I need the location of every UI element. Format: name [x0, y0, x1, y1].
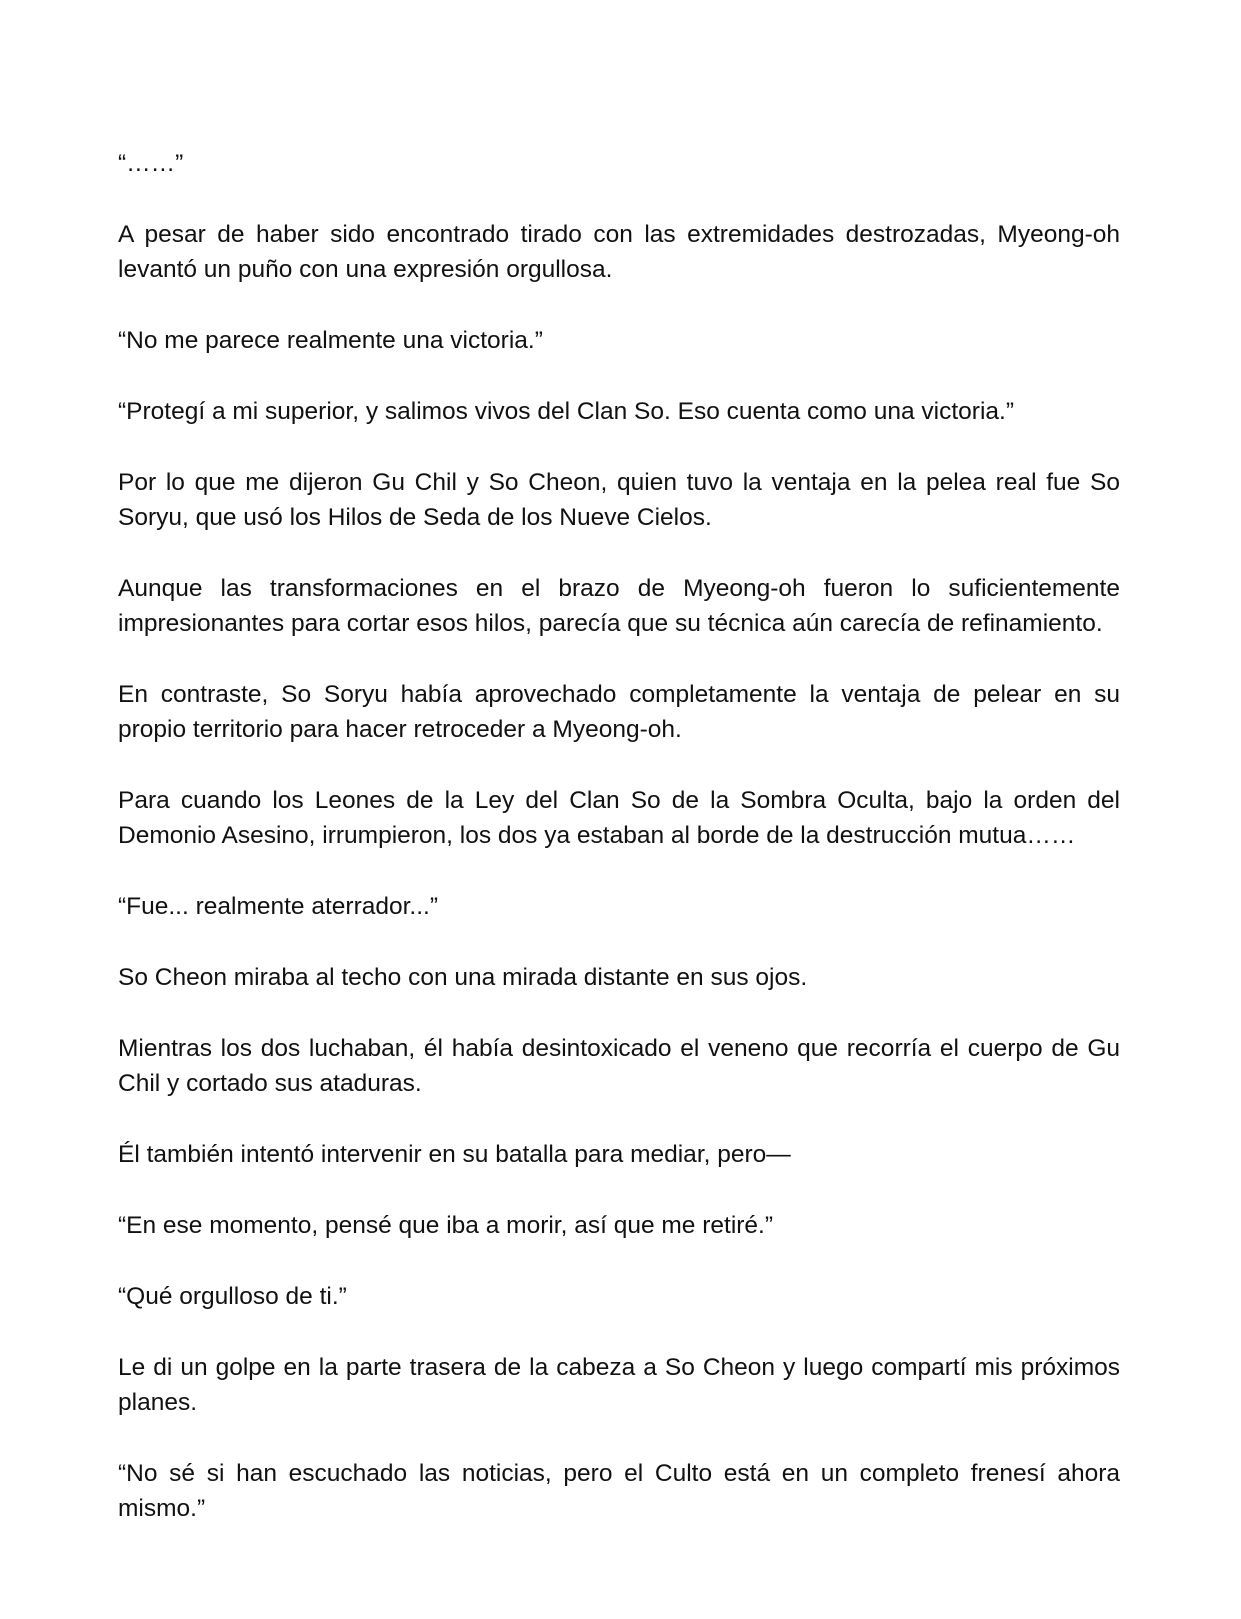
paragraph-transformaciones: Aunque las transformaciones en el brazo de Myeong-oh fueron lo suficientemente impresionantes para cortar esos hilos, parecía que su técnica aún carecía de refinamiento. [118, 575, 1120, 637]
paragraph-dialogue-protegi: “Protegí a mi superior, y salimos vivos del Clan So. Eso cuenta como una victoria.” [118, 398, 1014, 425]
document-page [118, 146, 1120, 1526]
paragraph-so-soryu-ventaja: Por lo que me dijeron Gu Chil y So Cheon, quien tuvo la ventaja en la pelea real fue So Soryu, que usó los Hilos de Seda de los Nueve Cielos. [118, 469, 1120, 531]
paragraph-dialogue-orgulloso: “Qué orgulloso de ti.” [118, 1283, 347, 1310]
paragraph-dialogue-culto: “No sé si han escuchado las noticias, pero el Culto está en un completo frenesí ahora mismo.” [118, 1460, 1120, 1522]
paragraph-contraste: En contraste, So Soryu había aprovechado completamente la ventaja de pelear en su propio territorio para hacer retroceder a Myeong-oh. [118, 681, 1120, 743]
paragraph-dialogue-aterrador: “Fue... realmente aterrador...” [118, 893, 438, 920]
paragraph-myeong-oh-fist: A pesar de haber sido encontrado tirado con las extremidades destrozadas, Myeong-oh levantó un puño con una expresión orgullosa. [118, 221, 1120, 283]
paragraph-so-cheon-techo: So Cheon miraba al techo con una mirada distante en sus ojos. [118, 964, 808, 991]
paragraph-golpe-cabeza: Le di un golpe en la parte trasera de la cabeza a So Cheon y luego compartí mis próximos planes. [118, 1354, 1120, 1416]
paragraph-leones-ley: Para cuando los Leones de la Ley del Clan So de la Sombra Oculta, bajo la orden del Demonio Asesino, irrumpieron, los dos ya estaban al borde de la destrucción mutua…… [118, 787, 1120, 849]
paragraph-dialogue-victoria: “No me parece realmente una victoria.” [118, 327, 543, 354]
paragraph-desintoxicado: Mientras los dos luchaban, él había desintoxicado el veneno que recorría el cuerpo de Gu Chil y cortado sus ataduras. [118, 1035, 1120, 1097]
paragraph-dialogue-retire: “En ese momento, pensé que iba a morir, así que me retiré.” [118, 1212, 774, 1239]
paragraph-intervenir: Él también intentó intervenir en su batalla para mediar, pero— [118, 1141, 791, 1168]
paragraph-opening-ellipsis: “……” [118, 150, 184, 177]
